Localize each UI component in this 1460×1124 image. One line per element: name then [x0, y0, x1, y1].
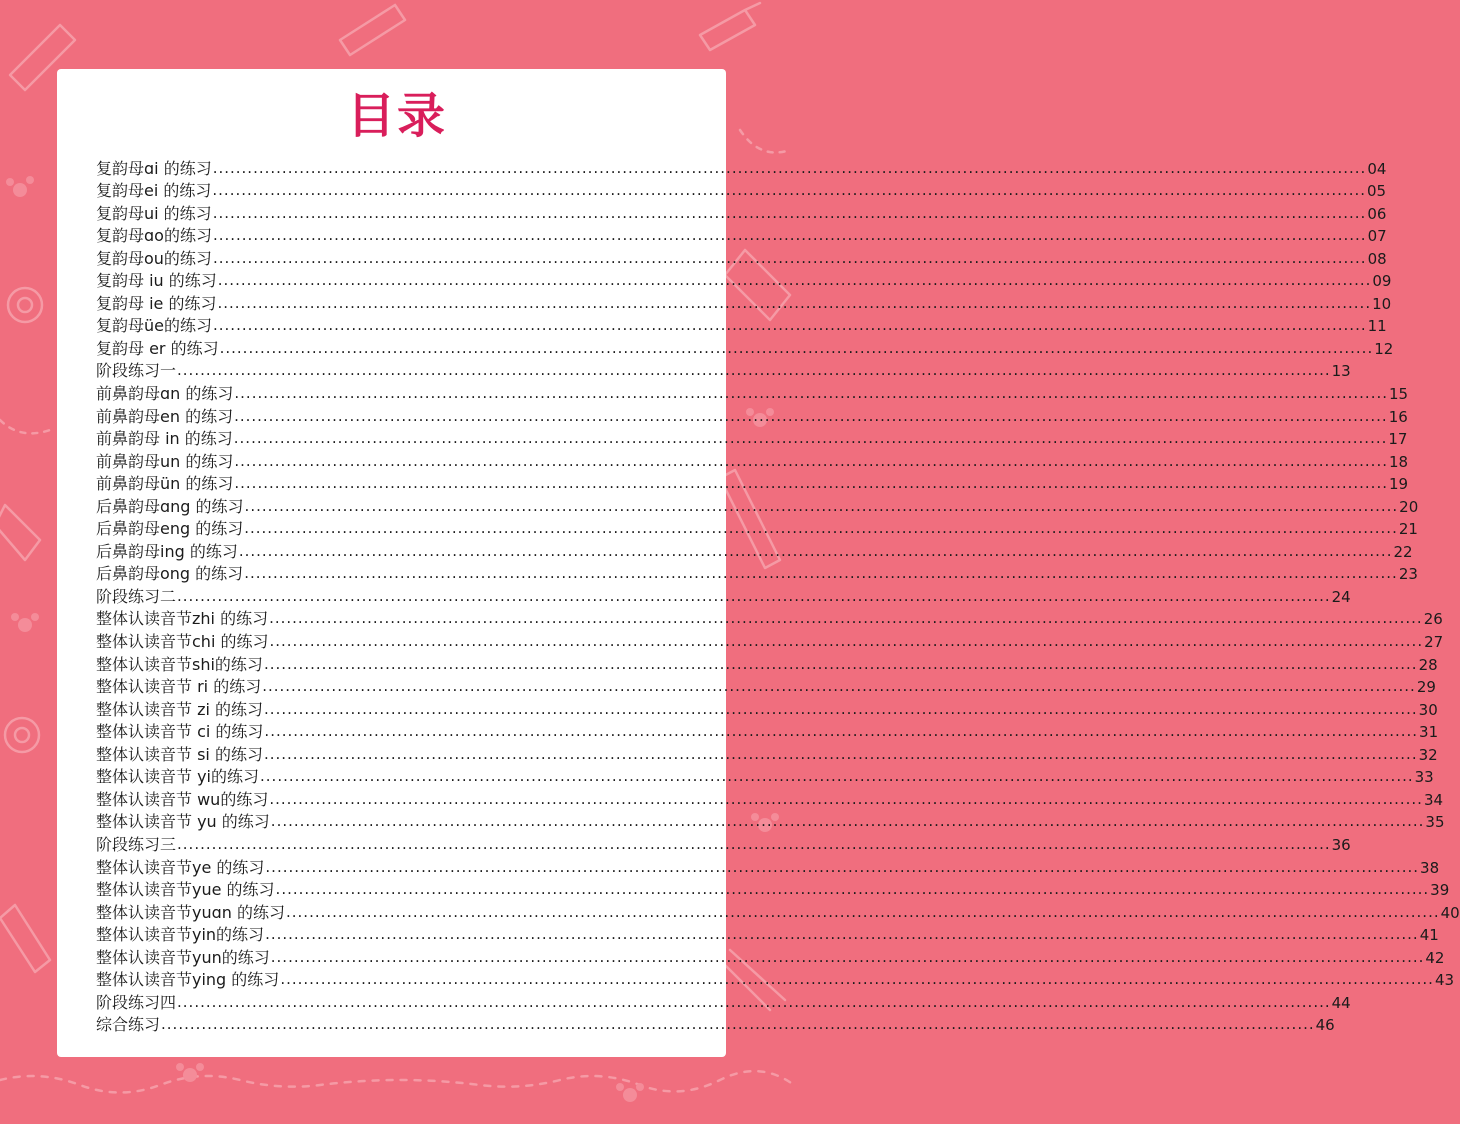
dot-leader: ........................................................................................................................................................................................................ — [269, 632, 1424, 651]
toc-entry — [96, 539, 1413, 562]
toc-entry — [96, 990, 1351, 1013]
toc-entry — [96, 832, 1351, 855]
toc-entry — [96, 359, 1351, 382]
toc-entry-page: 42 — [1425, 948, 1445, 967]
toc-entry-page: 27 — [1424, 633, 1444, 652]
toc-entry-label: 复韵母üe的练习 — [96, 316, 212, 336]
toc-entry-label: 整体认读音节 yi的练习 — [96, 767, 260, 787]
toc-entry-page: 35 — [1425, 813, 1445, 832]
toc-entry-page: 34 — [1423, 790, 1444, 809]
dot-leader: ........................................................................................................................................................................................................ — [269, 789, 1423, 808]
toc-entry-page: 13 — [1331, 362, 1351, 381]
toc-entry-label: 前鼻韵母en 的练习 — [96, 406, 234, 426]
dot-leader: ........................................................................................................................................................................................................ — [280, 970, 1434, 989]
dot-leader: ........................................................................................................................................................................................................ — [275, 880, 1430, 899]
dot-leader: ........................................................................................................................................................................................................ — [212, 226, 1367, 245]
dot-leader: ........................................................................................................................................................................................................ — [212, 181, 1367, 200]
toc-entry — [96, 855, 1440, 878]
toc-entry-label: 复韵母ei 的练习 — [96, 181, 212, 201]
toc-entry-page: 32 — [1418, 745, 1438, 764]
toc-entry — [96, 652, 1438, 675]
dot-leader: ........................................................................................................................................................................................................ — [161, 1015, 1315, 1034]
dot-leader: ........................................................................................................................................................................................................ — [238, 541, 1393, 560]
toc-entry-page: 24 — [1331, 587, 1351, 606]
toc-entry-label: 整体认读音节 zi 的练习 — [96, 699, 264, 719]
toc-entry-page: 40 — [1440, 903, 1460, 922]
toc-entry-page: 12 — [1374, 339, 1394, 358]
dot-leader: ........................................................................................................................................................................................................ — [265, 925, 1419, 944]
dot-leader: ........................................................................................................................................................................................................ — [212, 203, 1367, 222]
toc-entry — [96, 404, 1408, 427]
toc-entry — [96, 810, 1445, 833]
toc-entry-label: 整体认读音节 ri 的练习 — [96, 677, 262, 697]
toc-entry-page: 33 — [1414, 768, 1434, 787]
toc-entry-page: 41 — [1419, 926, 1439, 945]
toc-entry-page: 29 — [1416, 678, 1436, 697]
dot-leader: ........................................................................................................................................................................................................ — [212, 248, 1367, 267]
toc-entry-label: 阶段练习一 — [96, 361, 177, 381]
toc-entry-label: 阶段练习三 — [96, 834, 177, 854]
toc-entry — [96, 787, 1444, 810]
toc-entry-page: 28 — [1418, 655, 1438, 674]
toc-entry-label: 后鼻韵母eng 的练习 — [96, 519, 244, 539]
dot-leader: ........................................................................................................................................................................................................ — [286, 902, 1440, 921]
toc-entry-page: 38 — [1420, 858, 1440, 877]
toc-entry-label: 整体认读音节 ci 的练习 — [96, 722, 264, 742]
dot-leader: ........................................................................................................................................................................................................ — [263, 744, 1418, 763]
toc-entry — [96, 494, 1419, 517]
toc-entry — [96, 246, 1387, 269]
toc-entry-page: 46 — [1315, 1016, 1335, 1035]
toc-entry-page: 19 — [1389, 475, 1409, 494]
toc-entry-page: 18 — [1389, 452, 1409, 471]
dot-leader: ........................................................................................................................................................................................................ — [177, 992, 1331, 1011]
toc-entry-page: 15 — [1389, 385, 1409, 404]
dot-leader: ........................................................................................................................................................................................................ — [234, 384, 1389, 403]
toc-entry-page: 17 — [1388, 430, 1408, 449]
toc-entry-page: 11 — [1367, 317, 1387, 336]
toc-entry — [96, 584, 1351, 607]
dot-leader: ........................................................................................................................................................................................................ — [219, 338, 1374, 357]
toc-entry — [96, 607, 1443, 630]
toc-entry-label: 整体认读音节yun的练习 — [96, 947, 270, 967]
toc-entry-label: 后鼻韵母ing 的练习 — [96, 541, 238, 561]
toc-entry — [96, 697, 1438, 720]
toc-entry — [96, 562, 1418, 585]
toc-entry-label: 整体认读音节 yu 的练习 — [96, 812, 270, 832]
toc-entry-page: 43 — [1434, 971, 1455, 990]
toc-entry-label: 整体认读音节ye 的练习 — [96, 857, 265, 877]
toc-entry — [96, 336, 1394, 359]
toc-entry-label: 复韵母 er 的练习 — [96, 338, 219, 358]
toc-entry-page: 39 — [1430, 881, 1450, 900]
toc-entry-label: 前鼻韵母ün 的练习 — [96, 474, 234, 494]
dot-leader: ........................................................................................................................................................................................................ — [244, 496, 1399, 515]
table-of-contents — [96, 156, 1460, 1035]
toc-entry — [96, 742, 1438, 765]
toc-entry-label: 复韵母 iu 的练习 — [96, 271, 217, 291]
toc-entry-label: 前鼻韵母un 的练习 — [96, 451, 234, 471]
toc-entry-page: 22 — [1393, 542, 1413, 561]
page-title: 目录 — [346, 88, 447, 144]
toc-entry-page: 31 — [1419, 723, 1439, 742]
toc-entry-page: 09 — [1372, 272, 1392, 291]
toc-entry-label: 复韵母ui 的练习 — [96, 203, 212, 223]
toc-entry — [96, 923, 1439, 946]
dot-leader: ........................................................................................................................................................................................................ — [177, 586, 1331, 605]
toc-entry — [96, 1013, 1335, 1036]
toc-entry-label: 整体认读音节yue 的练习 — [96, 880, 275, 900]
dot-leader: ........................................................................................................................................................................................................ — [234, 406, 1388, 425]
toc-entry — [96, 224, 1387, 247]
dot-leader: ........................................................................................................................................................................................................ — [263, 654, 1418, 673]
toc-entry — [96, 900, 1460, 923]
toc-entry-page: 05 — [1367, 182, 1387, 201]
toc-entry-label: 复韵母 ie 的练习 — [96, 293, 217, 313]
dot-leader: ........................................................................................................................................................................................................ — [264, 722, 1419, 741]
toc-entry — [96, 472, 1409, 495]
toc-entry-label: 前鼻韵母ɑn 的练习 — [96, 384, 234, 404]
dot-leader: ........................................................................................................................................................................................................ — [244, 564, 1398, 583]
toc-entry-label: 复韵母ɑo的练习 — [96, 226, 212, 246]
toc-entry — [96, 449, 1409, 472]
toc-entry — [96, 201, 1387, 224]
toc-entry — [96, 427, 1408, 450]
dot-leader: ........................................................................................................................................................................................................ — [262, 677, 1416, 696]
dot-leader: ........................................................................................................................................................................................................ — [234, 451, 1388, 470]
toc-entry-label: 整体认读音节shi的练习 — [96, 654, 263, 674]
dot-leader: ........................................................................................................................................................................................................ — [265, 857, 1420, 876]
toc-entry — [96, 945, 1445, 968]
dot-leader: ........................................................................................................................................................................................................ — [217, 271, 1372, 290]
dot-leader: ........................................................................................................................................................................................................ — [213, 316, 1367, 335]
toc-entry-label: 综合练习 — [96, 1015, 161, 1035]
toc-entry-page: 23 — [1398, 565, 1418, 584]
toc-entry-label: 后鼻韵母ong 的练习 — [96, 564, 244, 584]
toc-entry-page: 36 — [1331, 835, 1351, 854]
toc-entry-label: 整体认读音节zhi 的练习 — [96, 609, 269, 629]
dot-leader: ........................................................................................................................................................................................................ — [260, 767, 1414, 786]
dot-leader: ........................................................................................................................................................................................................ — [270, 812, 1425, 831]
toc-entry-page: 08 — [1367, 249, 1387, 268]
toc-entry-label: 前鼻韵母 in 的练习 — [96, 429, 233, 449]
toc-entry-page: 20 — [1399, 497, 1419, 516]
toc-entry-page: 16 — [1388, 407, 1408, 426]
toc-entry-label: 阶段练习四 — [96, 992, 177, 1012]
toc-entry-label: 整体认读音节ying 的练习 — [96, 970, 280, 990]
toc-entry-label: 整体认读音节yin的练习 — [96, 925, 265, 945]
toc-entry-label: 后鼻韵母ɑng 的练习 — [96, 496, 244, 516]
toc-entry — [96, 156, 1387, 179]
toc-entry — [96, 517, 1418, 540]
toc-entry-page: 06 — [1367, 204, 1387, 223]
toc-entry-page: 44 — [1331, 993, 1351, 1012]
toc-entry-label: 整体认读音节yuɑn 的练习 — [96, 902, 285, 922]
dot-leader: ........................................................................................................................................................................................................ — [233, 429, 1388, 448]
dot-leader: ........................................................................................................................................................................................................ — [264, 699, 1418, 718]
toc-entry-page: 21 — [1398, 520, 1418, 539]
toc-entry — [96, 765, 1434, 788]
toc-entry — [96, 381, 1409, 404]
dot-leader: ........................................................................................................................................................................................................ — [270, 947, 1425, 966]
toc-entry-page: 10 — [1372, 294, 1392, 313]
dot-leader: ........................................................................................................................................................................................................ — [234, 474, 1388, 493]
toc-entry — [96, 720, 1439, 743]
toc-entry — [96, 314, 1387, 337]
dot-leader: ........................................................................................................................................................................................................ — [217, 293, 1372, 312]
toc-entry — [96, 269, 1392, 292]
toc-entry — [96, 878, 1450, 901]
toc-entry-label: 阶段练习二 — [96, 586, 177, 606]
dot-leader: ........................................................................................................................................................................................................ — [177, 361, 1331, 380]
toc-entry — [96, 968, 1455, 991]
toc-entry-label: 复韵母ou的练习 — [96, 248, 212, 268]
toc-entry — [96, 675, 1436, 698]
dot-leader: ........................................................................................................................................................................................................ — [244, 519, 1398, 538]
toc-entry-page: 30 — [1418, 700, 1438, 719]
toc-entry-page: 04 — [1367, 159, 1387, 178]
toc-entry-label: 整体认读音节chi 的练习 — [96, 632, 269, 652]
dot-leader: ........................................................................................................................................................................................................ — [177, 834, 1331, 853]
toc-entry-label: 整体认读音节 wu的练习 — [96, 789, 269, 809]
toc-entry — [96, 179, 1387, 202]
toc-entry-page: 07 — [1367, 227, 1387, 246]
toc-entry-label: 整体认读音节 si 的练习 — [96, 744, 263, 764]
toc-entry-label: 复韵母ɑi 的练习 — [96, 158, 212, 178]
toc-entry — [96, 629, 1444, 652]
dot-leader: ........................................................................................................................................................................................................ — [269, 609, 1423, 628]
dot-leader: ........................................................................................................................................................................................................ — [212, 158, 1367, 177]
toc-entry — [96, 291, 1392, 314]
toc-entry-page: 26 — [1423, 610, 1443, 629]
